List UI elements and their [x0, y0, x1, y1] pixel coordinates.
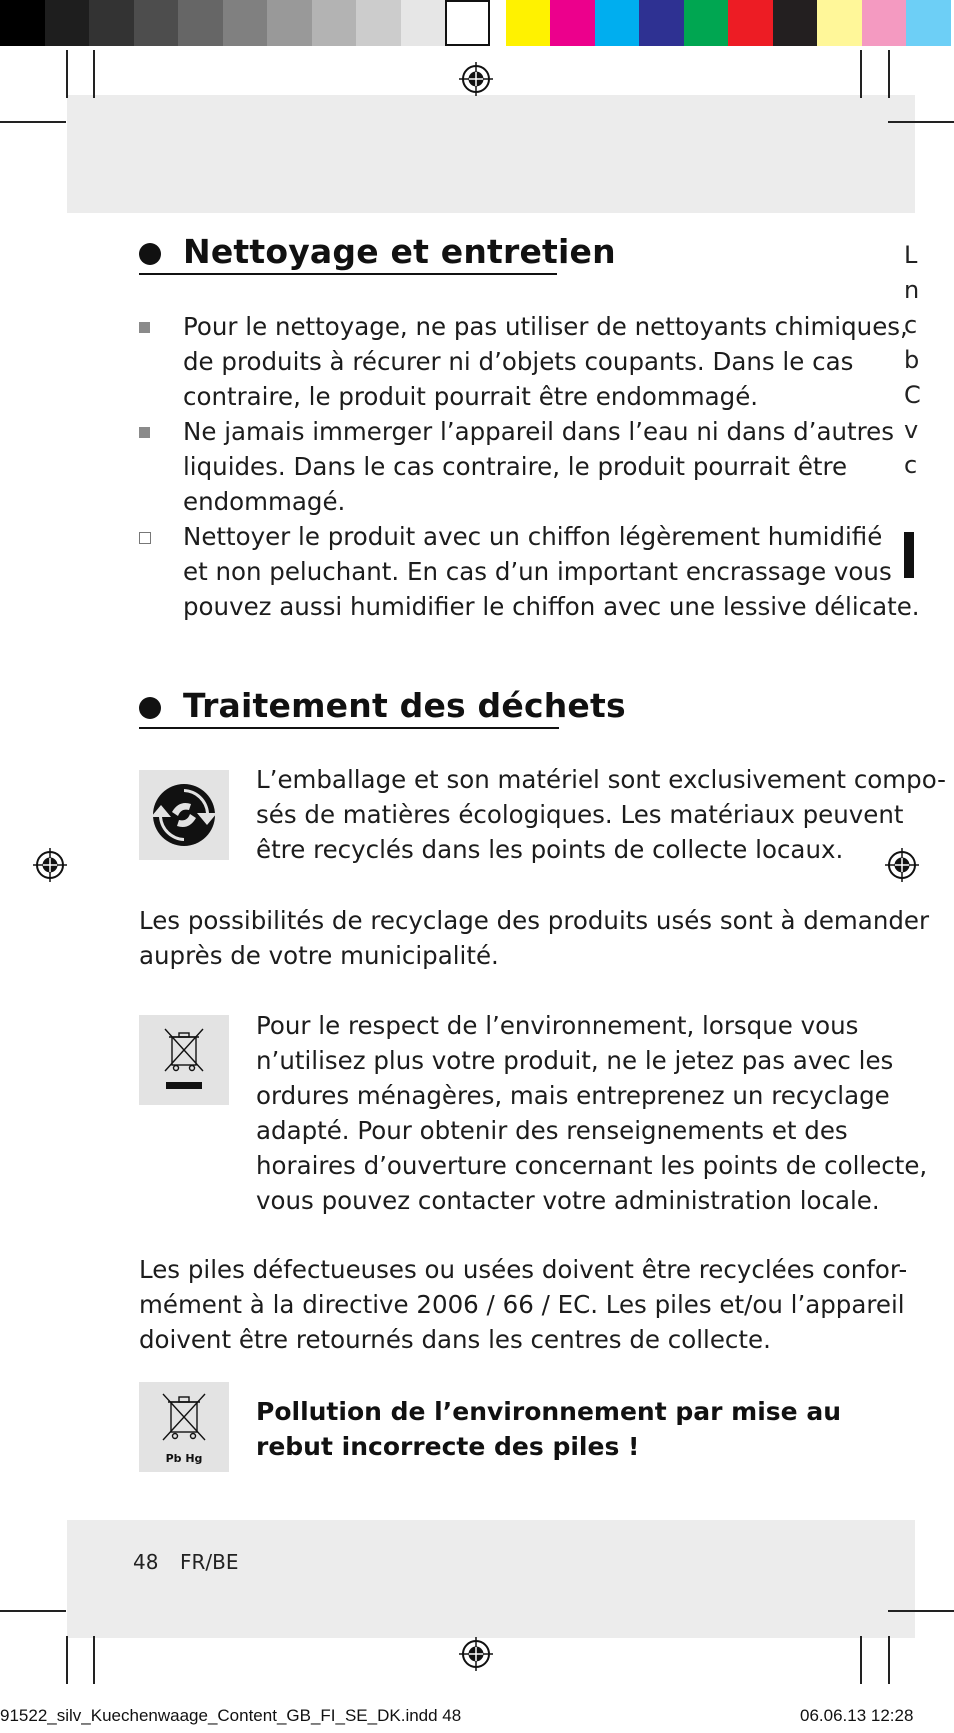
crop-mark: [93, 1636, 95, 1684]
heading-underline: [139, 727, 559, 729]
crop-mark: [888, 121, 954, 123]
color-swatch: [817, 0, 862, 46]
header-band: [67, 95, 915, 213]
crop-mark: [888, 50, 890, 98]
crop-mark: [93, 50, 95, 98]
heading-bullet-icon: [139, 697, 161, 719]
color-swatch: [862, 0, 907, 46]
color-swatch: [134, 0, 179, 46]
crop-mark: [888, 1610, 954, 1612]
color-swatch: [506, 0, 551, 46]
green-dot-icon: [139, 770, 229, 860]
color-swatch: [0, 0, 45, 46]
print-color-bar: [0, 0, 954, 46]
color-swatch: [773, 0, 818, 46]
color-swatch: [639, 0, 684, 46]
list-item-cleaning-2: Ne jamais immerger l’appareil dans l’eau ni dans d’autres liquides. Dans le cas contraire, le produit pourrait être endommagé.: [183, 417, 894, 516]
crop-mark: [66, 50, 68, 98]
file-slug: 91522_silv_Kuechenwaage_Content_GB_FI_SE_DK.indd 48: [0, 1706, 462, 1725]
section-title-disposal: Traitement des déchets: [183, 686, 626, 725]
section-title-cleaning: Nettoyage et entretien: [183, 232, 616, 271]
color-swatch: [89, 0, 134, 46]
color-swatch: [356, 0, 401, 46]
next-page-heading-edge: [904, 532, 914, 578]
color-swatch: [312, 0, 357, 46]
color-swatch: [728, 0, 773, 46]
color-swatch: [45, 0, 90, 46]
battery-icon-label: Pb Hg: [165, 1452, 203, 1465]
list-checkbox-icon: [139, 532, 151, 544]
list-item-cleaning-3: Nettoyer le produit avec un chiffon légèrement humidifié et non peluchant. En cas d’un important encrassage vous pouvez aussi humidifier le chiffon avec une lessive délicate.: [183, 522, 920, 621]
crop-mark: [0, 121, 66, 123]
packaging-text: L’emballage et son matériel sont exclusivement compo- sés de matières écologiques. Les matériaux peuvent être recyclés dans les points de collecte locaux.: [256, 765, 946, 864]
next-page-edge-text: L n c b C v c: [904, 241, 921, 479]
list-item-cleaning-1: Pour le nettoyage, ne pas utiliser de nettoyants chimiques, de produits à récurer ni d’objets coupants. Dans le cas contraire, le produit pourrait être endommagé.: [183, 312, 908, 411]
color-swatch: [445, 0, 490, 46]
list-bullet-icon: [139, 322, 150, 333]
registration-mark-icon: [33, 848, 67, 882]
registration-mark-icon: [459, 1637, 493, 1671]
weee-bin-icon: [139, 1015, 229, 1105]
color-swatch: [684, 0, 729, 46]
color-swatch: [267, 0, 312, 46]
language-code: FR/BE: [180, 1550, 239, 1574]
color-swatch: [595, 0, 640, 46]
color-swatch: [223, 0, 268, 46]
crop-mark: [860, 50, 862, 98]
battery-warning: Pollution de l’environnement par mise au rebut incorrecte des piles !: [256, 1397, 842, 1461]
crop-mark: [66, 1636, 68, 1684]
recycling-text: Les possibilités de recyclage des produits usés sont à demander auprès de votre municipalité.: [139, 906, 930, 970]
heading-bullet-icon: [139, 243, 161, 265]
registration-mark-icon: [459, 62, 493, 96]
color-swatch: [178, 0, 223, 46]
battery-bin-icon: [139, 1382, 229, 1472]
color-swatch: [401, 0, 446, 46]
date-slug: 06.06.13 12:28: [800, 1706, 914, 1725]
crop-mark: [860, 1636, 862, 1684]
batteries-text: Les piles défectueuses ou usées doivent être recyclées confor- mément à la directive 2006 / 66 / EC. Les piles et/ou l’appareil doivent être retournés dans les centres de collecte.: [139, 1255, 908, 1354]
color-swatch: [906, 0, 951, 46]
color-swatch: [550, 0, 595, 46]
crop-mark: [888, 1636, 890, 1684]
page-number: 48: [133, 1550, 159, 1574]
color-bar-gap: [490, 0, 506, 46]
footer-band: [67, 1520, 915, 1638]
list-bullet-icon: [139, 427, 150, 438]
disposal-text: Pour le respect de l’environnement, lorsque vous n’utilisez plus votre produit, ne le jetez pas avec les ordures ménagères, mais entreprenez un recyclage adapté. Pour obtenir des renseignements et des horaires d’ouverture concernant les points de collecte, vous pouvez contacter votre administration locale.: [256, 1011, 928, 1215]
heading-underline: [139, 273, 557, 275]
crop-mark: [0, 1610, 66, 1612]
